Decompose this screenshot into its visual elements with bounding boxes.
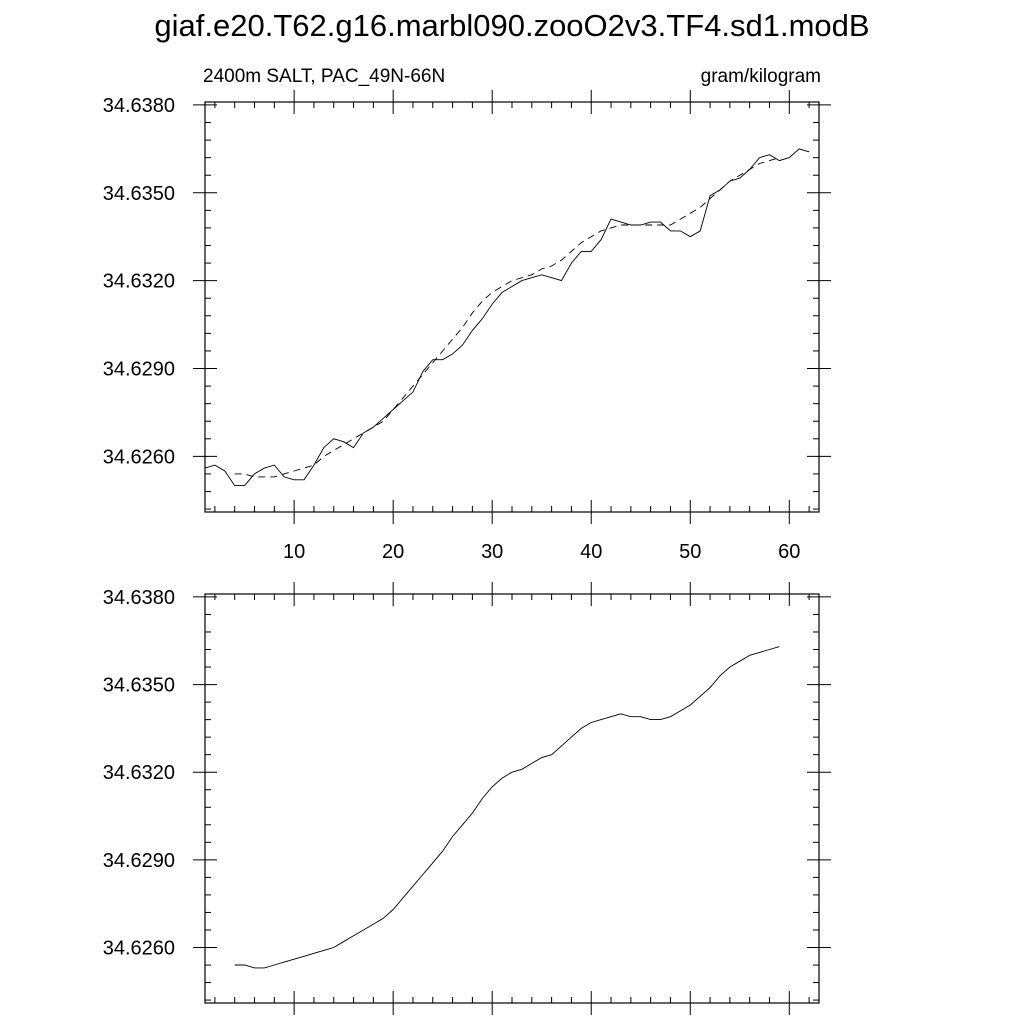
x-tick-label: 20 [382,541,405,563]
bottom-panel [103,582,831,1015]
right-subtitle: gram/kilogram [700,66,821,87]
solid-series-line [205,149,809,486]
plot-frame [205,102,819,512]
y-tick-label: 34.6260 [102,937,175,960]
dashed-series-line [235,158,780,477]
left-subtitle: 2400m SALT, PAC_49N-66N [203,66,446,87]
y-tick-label: 34.6260 [102,446,175,469]
top-panel [103,66,831,563]
y-tick-label: 34.6380 [102,94,175,117]
x-tick-label: 30 [481,541,504,563]
y-tick-label: 34.6320 [102,762,175,785]
x-tick-label: 50 [679,541,702,563]
main-title: giaf.e20.T62.g16.marbl090.zooO2v3.TF4.sd1.modB [154,8,870,43]
plot-frame [205,594,819,1003]
y-tick-label: 34.6290 [102,358,175,381]
y-tick-label: 34.6350 [102,182,175,205]
x-tick-label: 60 [778,541,801,563]
solid-series-line [235,647,780,968]
x-tick-label: 10 [283,541,306,563]
y-tick-label: 34.6320 [102,270,175,293]
y-tick-label: 34.6350 [102,674,175,697]
y-tick-label: 34.6380 [102,586,175,609]
x-tick-label: 40 [580,541,603,563]
y-tick-label: 34.6290 [102,849,175,872]
